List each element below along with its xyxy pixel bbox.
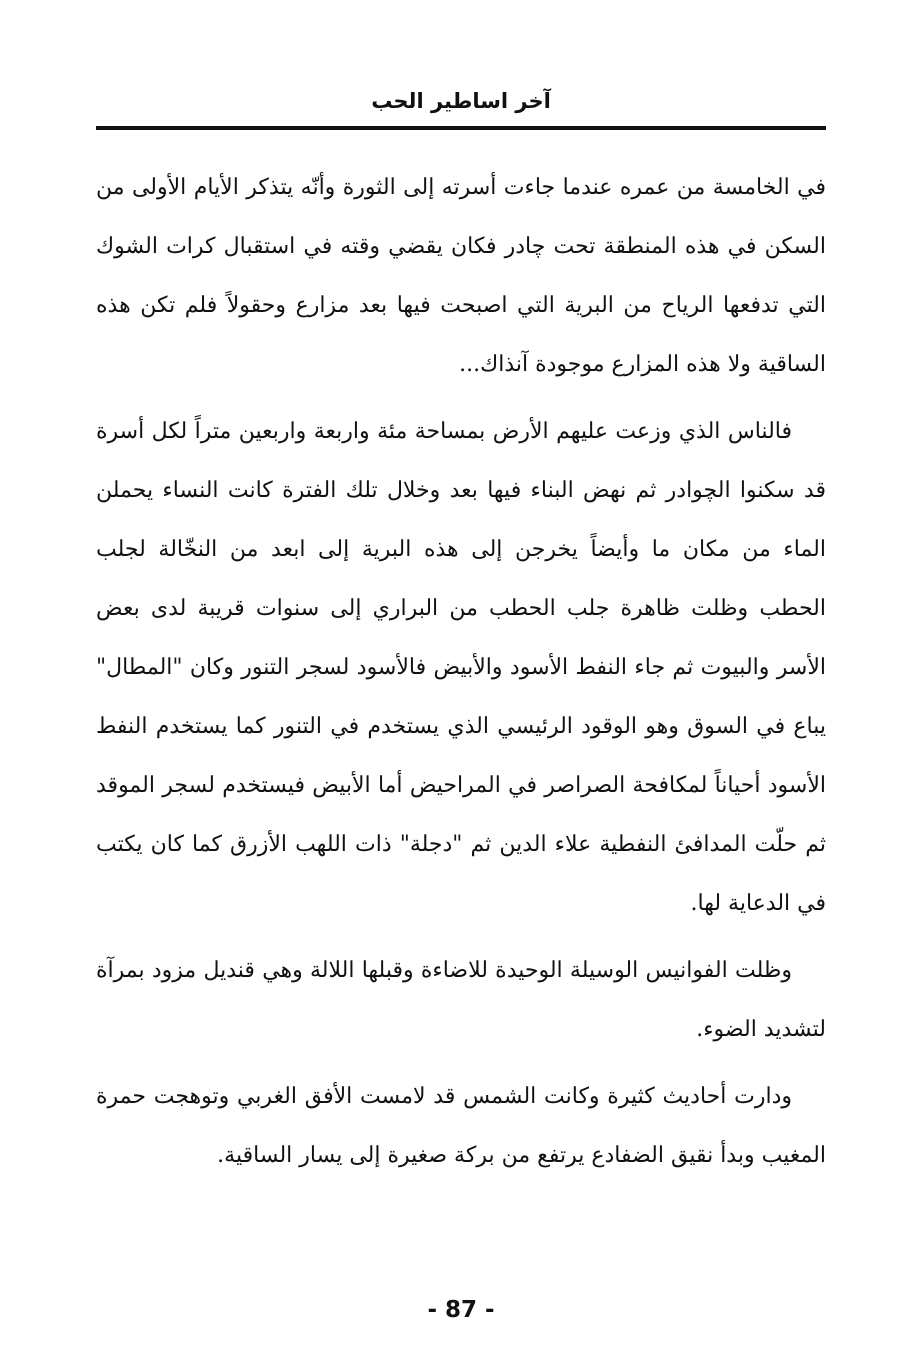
header-rule <box>96 126 826 130</box>
paragraph-2: فالناس الذي وزعت عليهم الأرض بمساحة مئة واربعة واربعين متراً لكل أسرة قد سكنوا الچوادر ثم نهض البناء فيها بعد وخلال تلك الفترة كانت النساء يحملن الماء من مكان ما وأيضاً يخرجن إلى هذه البرية إلى ابعد من النخّالة لجلب الحطب وظلت ظاهرة جلب الحطب من البراري إلى سنوات قريبة لدى بعض الأسر والبيوت ثم جاء النفط الأسود والأبيض فالأسود لسجر التنور وكان "المطال" يباع في السوق وهو الوقود الرئيسي الذي يستخدم في التنور كما يستخدم النفط الأسود أحياناً لمكافحة الصراصر في المراحيض أما الأبيض فيستخدم لسجر الموقد ثم حلّت المدافئ النفطية علاء الدين ثم "دجلة" ذات اللهب الأزرق كما كان يكتب في الدعاية لها. <box>96 419 827 916</box>
page-number: - 87 - <box>427 1297 495 1323</box>
paragraph-3: وظلت الفوانيس الوسيلة الوحيدة للاضاءة وقبلها اللالة وهي قنديل مزود بمرآة لتشديد الضوء. <box>96 958 826 1042</box>
paragraph-4: ودارت أحاديث كثيرة وكانت الشمس قد لامست الأفق الغربي وتوهجت حمرة المغيب وبدأ نقيق الضفادع يرتفع من بركة صغيرة إلى يسار الساقية. <box>96 1084 826 1168</box>
running-header-title: آخر اساطير الحب <box>371 89 551 113</box>
paragraph-1: في الخامسة من عمره عندما جاءت أسرته إلى الثورة وأنّه يتذكر الأيام الأولى من السكن في هذه المنطقة تحت چادر فكان يقضي وقته في استقبال كرات الشوك التي تدفعها الرياح من البرية التي اصبحت فيها بعد مزارع وحقولاً فلم تكن هذه الساقية ولا هذه المزارع موجودة آنذاك... <box>96 175 826 377</box>
body-text <box>96 158 826 1185</box>
